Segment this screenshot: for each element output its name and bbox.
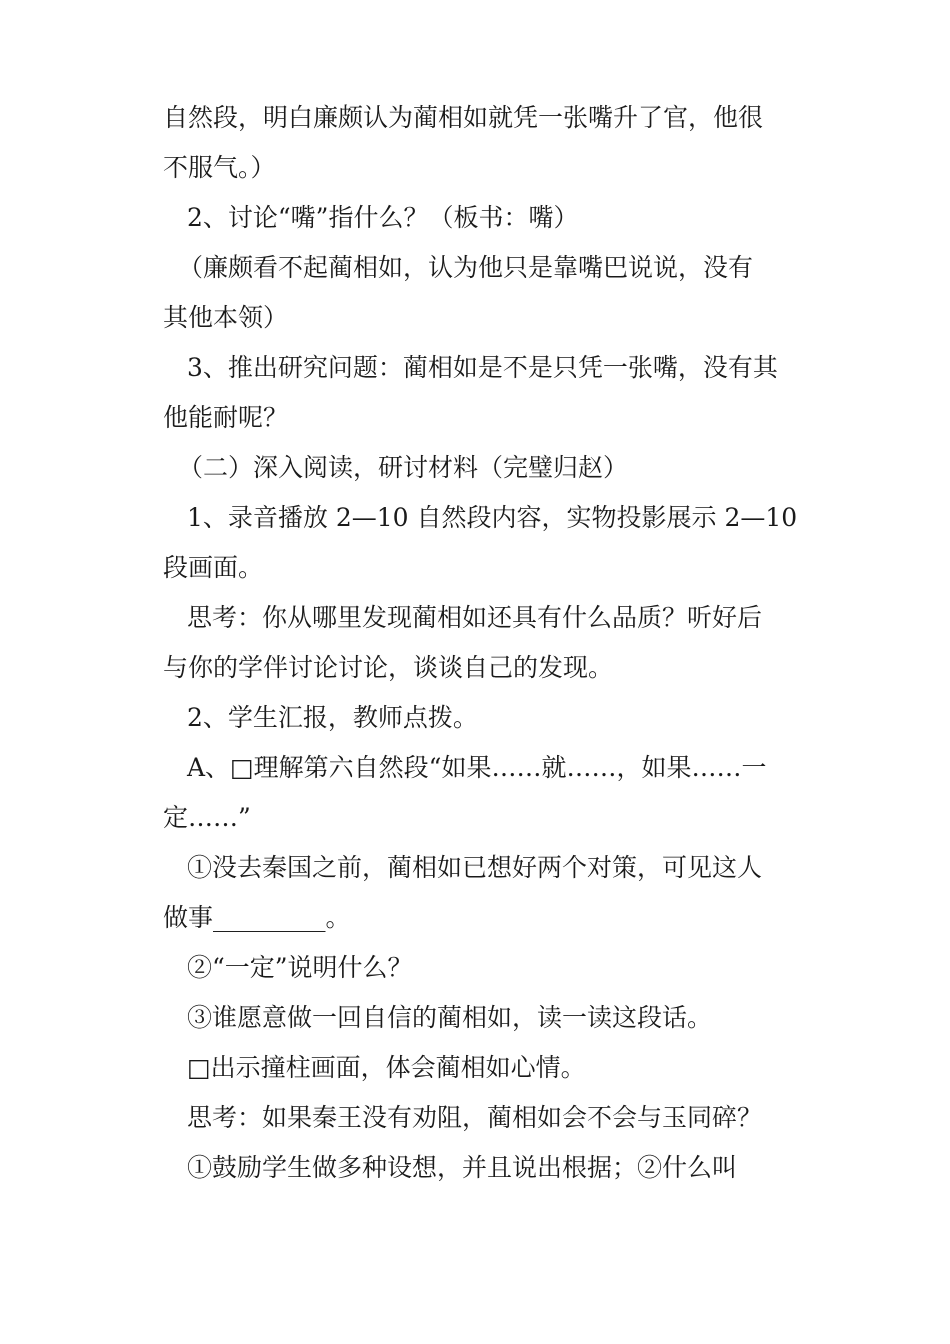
- text-line: 定……”: [163, 803, 251, 832]
- text-line: ①鼓励学生做多种设想，并且说出根据；②什么叫: [187, 1153, 738, 1182]
- text-line: 段画面。: [163, 553, 264, 582]
- text-line: 2、讨论“嘴”指什么？（板书：嘴）: [187, 203, 579, 232]
- text-line: 3、推出研究问题：蔺相如是不是只凭一张嘴，没有其: [187, 353, 778, 382]
- text-line: 思考：你从哪里发现蔺相如还具有什么品质？听好后: [187, 603, 763, 632]
- text-line: 做事_________。: [163, 903, 351, 932]
- text-line: 自然段，明白廉颇认为蔺相如就凭一张嘴升了官，他很: [163, 103, 764, 132]
- text-line: （廉颇看不起蔺相如，认为他只是靠嘴巴说说，没有: [178, 253, 754, 282]
- text-line: ①没去秦国之前，蔺相如已想好两个对策，可见这人: [187, 853, 763, 882]
- text-line: 不服气。）: [163, 153, 276, 182]
- section-heading: （二）深入阅读，研讨材料（完璧归赵）: [178, 453, 629, 482]
- text-line: A、□理解第六自然段“如果……就……，如果……一: [187, 753, 767, 782]
- text-line: ②“一定”说明什么？: [187, 953, 413, 982]
- text-line: 与你的学伴讨论讨论，谈谈自己的发现。: [163, 653, 614, 682]
- text-line: 1、录音播放 2—10 自然段内容，实物投影展示 2—10: [187, 503, 798, 532]
- text-line: ③谁愿意做一回自信的蔺相如，读一读这段话。: [187, 1003, 713, 1032]
- text-line: □出示撞柱画面，体会蔺相如心情。: [187, 1053, 586, 1082]
- text-line: 2、学生汇报，教师点拨。: [187, 703, 478, 732]
- text-line: 其他本领）: [163, 303, 289, 332]
- text-line: 思考：如果秦王没有劝阻，蔺相如会不会与玉同碎？: [187, 1103, 763, 1132]
- text-line: 他能耐呢？: [163, 403, 289, 432]
